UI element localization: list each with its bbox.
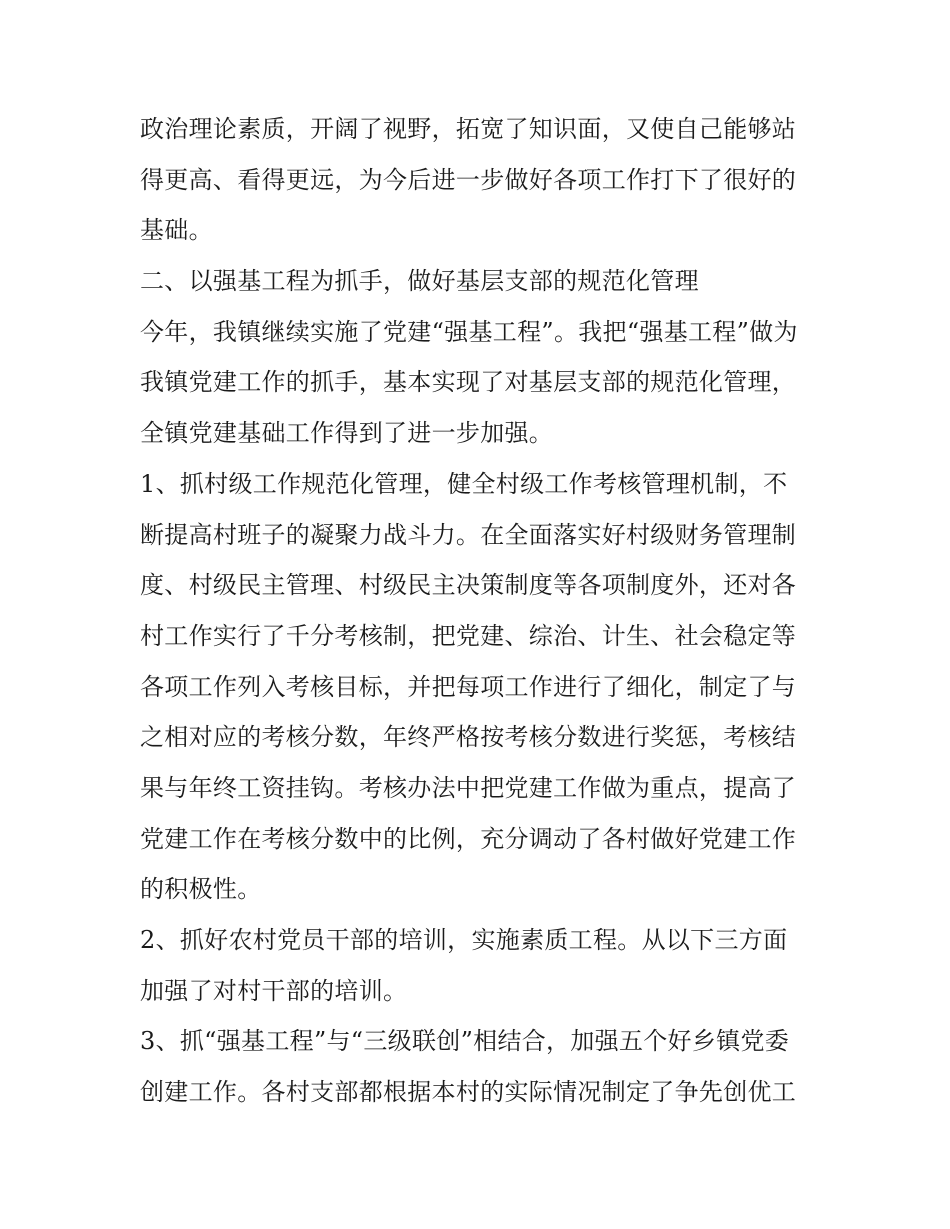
text-line: 全镇党建基础工作得到了进一步加强。 xyxy=(140,419,554,448)
text-line: 度、村级民主管理、村级民主决策制度等各项制度外，还对各 xyxy=(140,571,797,600)
text-line: 断提高村班子的凝聚力战斗力。在全面落实好村级财务管理制 xyxy=(140,520,797,549)
list-item-2-line: 2、抓好农村党员干部的培训，实施素质工程。从以下三方面 xyxy=(140,926,788,954)
text-line: 基础。 xyxy=(140,216,213,245)
text-line: 创建工作。各村支部都根据本村的实际情况制定了争先创优工 xyxy=(140,1078,797,1107)
text-line: 各项工作列入考核目标，并把每项工作进行了细化，制定了与 xyxy=(140,672,797,701)
text-line: 得更高、看得更远，为今后进一步做好各项工作打下了很好的 xyxy=(140,165,797,194)
text-line: 果与年终工资挂钩。考核办法中把党建工作做为重点，提高了 xyxy=(140,773,797,802)
document-body xyxy=(140,104,820,1118)
text-line: 党建工作在考核分数中的比例，充分调动了各村做好党建工作 xyxy=(140,824,797,853)
text-line: 我镇党建工作的抓手，基本实现了对基层支部的规范化管理， xyxy=(140,368,797,397)
text-line: 村工作实行了千分考核制，把党建、综治、计生、社会稳定等 xyxy=(140,621,797,650)
list-item-1-line: 1、抓村级工作规范化管理，健全村级工作考核管理机制，不 xyxy=(140,469,788,498)
list-item-3-line: 3、抓“强基工程”与“三级联创”相结合，加强五个好乡镇党委 xyxy=(140,1027,790,1056)
section-heading: 二、以强基工程为抓手，做好基层支部的规范化管理 xyxy=(140,267,699,296)
text-line: 之相对应的考核分数，年终严格按考核分数进行奖惩，考核结 xyxy=(140,723,797,752)
text-line: 今年，我镇继续实施了党建“强基工程”。我把“强基工程”做为 xyxy=(140,317,798,346)
text-line: 的积极性。 xyxy=(140,875,262,904)
text-line: 政治理论素质，开阔了视野，拓宽了知识面，又使自己能够站 xyxy=(140,115,797,143)
text-line: 加强了对村干部的培训。 xyxy=(140,976,408,1005)
